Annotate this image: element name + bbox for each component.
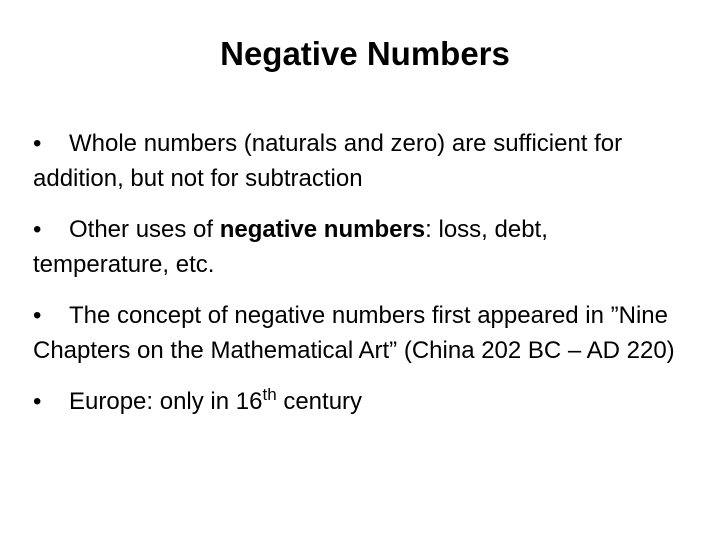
bullet-text-prefix: Europe: only in 16 [69, 388, 263, 415]
bullet-text: Whole numbers (naturals and zero) are sufficient for addition, but not for subtraction [33, 130, 623, 192]
bullet-list [33, 126, 683, 435]
bullet-item-whole-numbers [33, 126, 683, 196]
bullet-item-other-uses [33, 212, 683, 282]
bullet-marker: • [33, 130, 42, 157]
ordinal-superscript: th [262, 385, 277, 404]
bullet-text-prefix: Other uses of [69, 216, 220, 243]
bullet-text-suffix: : loss, debt, temperature, etc. [33, 216, 548, 278]
bullet-item-europe [33, 384, 683, 419]
bullet-marker: • [33, 216, 42, 243]
bullet-text-suffix: century [276, 388, 363, 415]
bullet-text: The concept of negative numbers first appeared in ”Nine Chapters on the Mathematical Art” (China 202 BC – AD 220) [33, 302, 675, 364]
bullet-marker: • [33, 388, 42, 415]
bullet-bold-term: negative numbers [219, 216, 426, 243]
bullet-marker: • [33, 302, 42, 329]
slide-title: Negative Numbers [220, 35, 510, 72]
bullet-item-first-appeared [33, 298, 683, 368]
